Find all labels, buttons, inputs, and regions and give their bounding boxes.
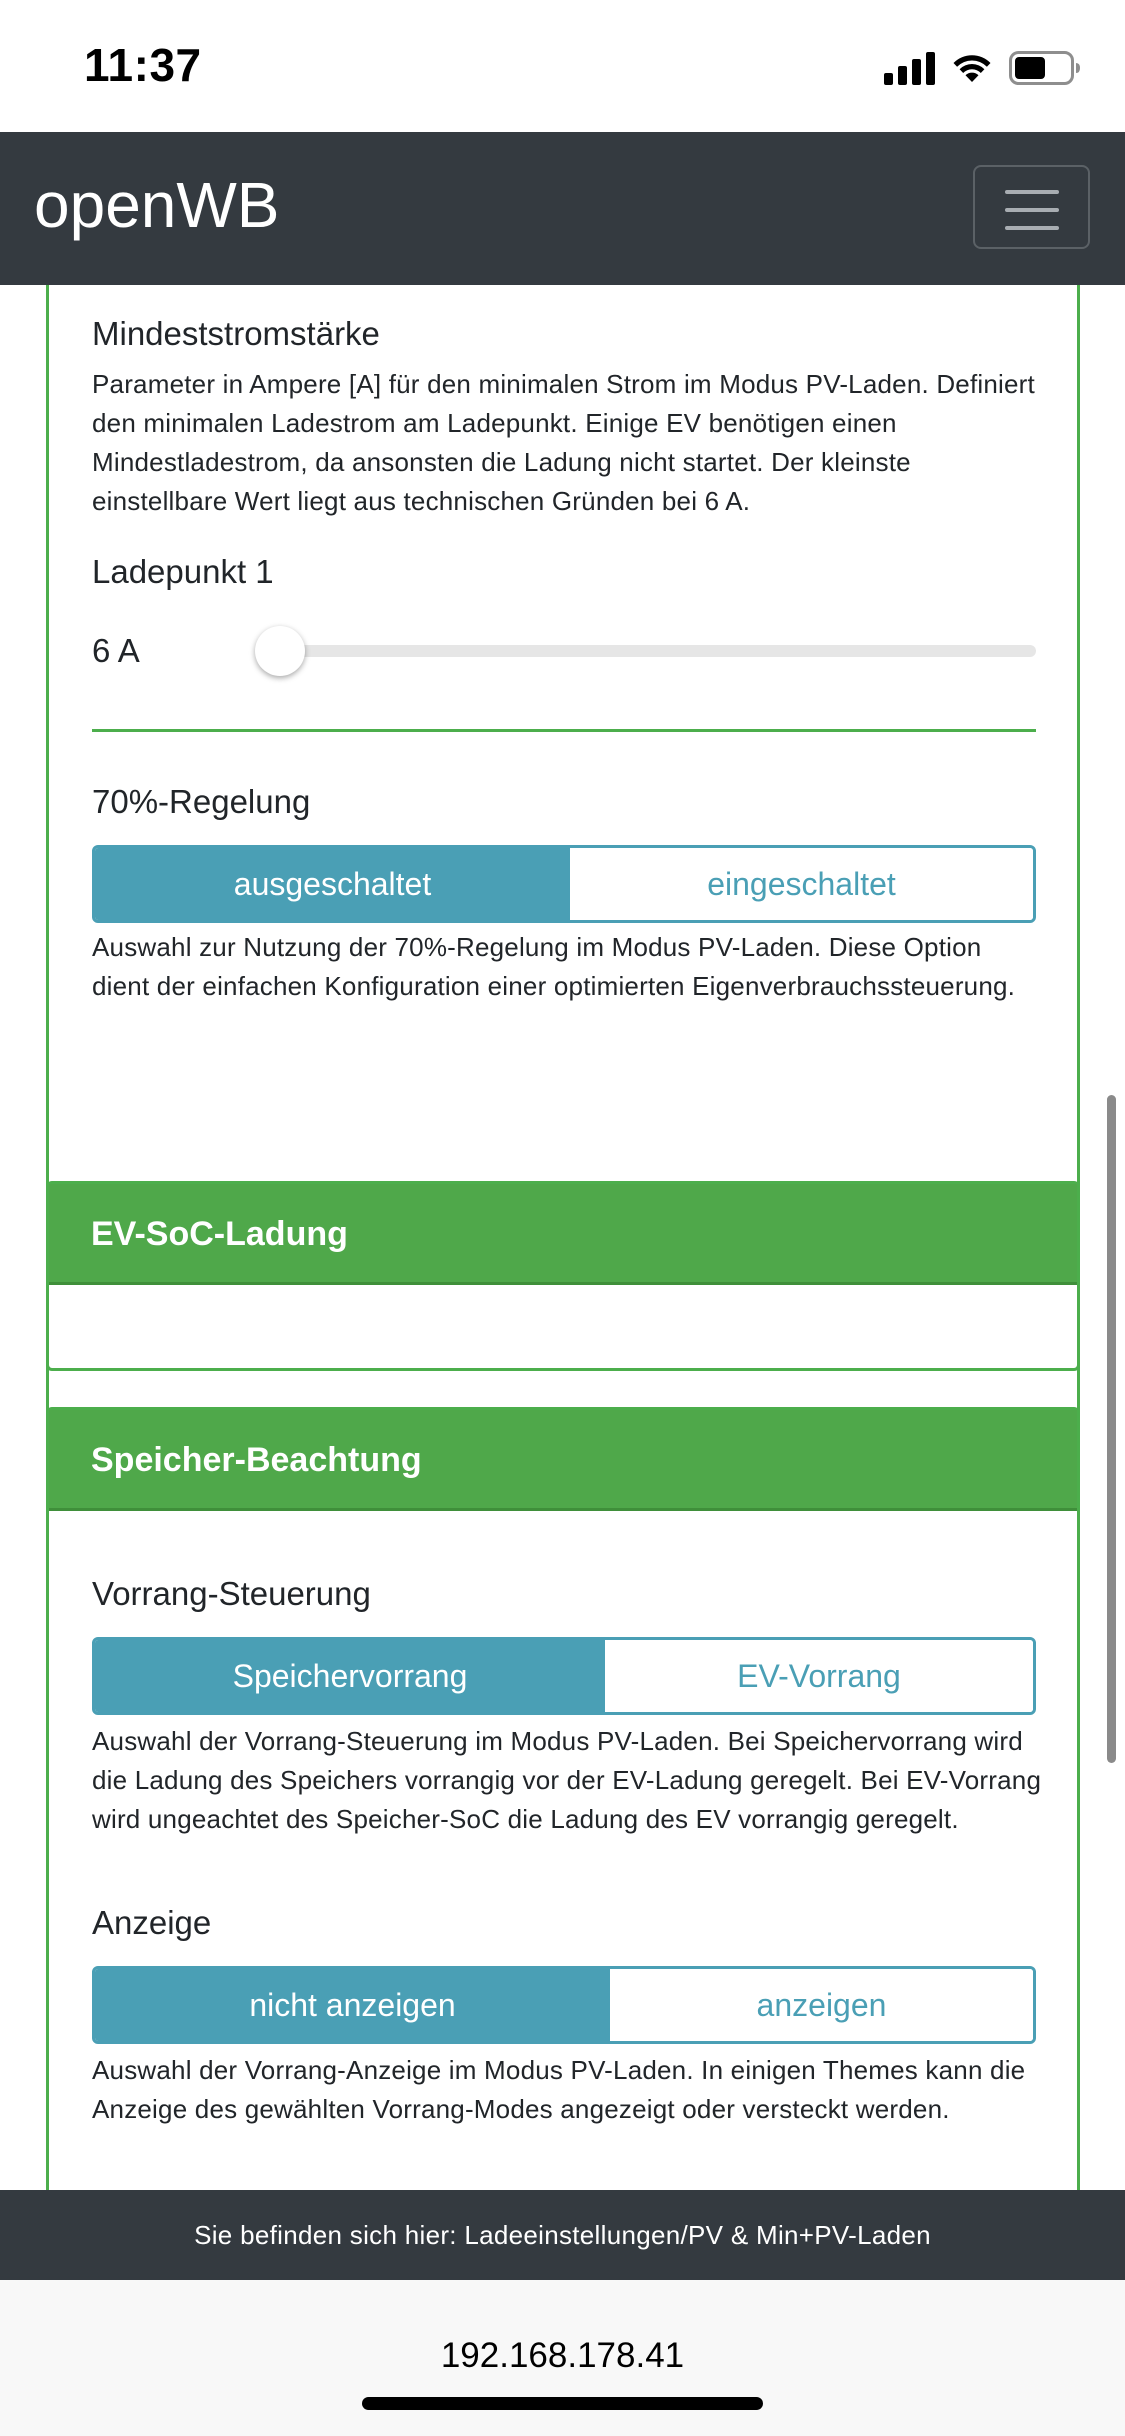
- divider: [92, 729, 1036, 732]
- storage-card: [46, 1407, 1080, 2190]
- status-time: 11:37: [84, 39, 202, 91]
- display-toggle: [92, 1966, 1036, 2044]
- page-scrollbar[interactable]: [1107, 1095, 1116, 1763]
- priority-description: Auswahl der Vorrang-Steuerung im Modus PV-Laden. Bei Speichervorrang wird die Ladung des Speichers vorrangig vor der EV-Ladung geregelt. Bei EV-Vorrang wird ungeachtet des Speicher-SoC die Ladung des EV vorrangig geregelt.: [92, 1726, 1042, 1834]
- option-ausgeschaltet[interactable]: ausgeschaltet: [95, 848, 570, 920]
- display-title: Anzeige: [92, 1904, 212, 1941]
- top-navbar: [0, 132, 1125, 285]
- battery-icon: [1009, 51, 1081, 85]
- priority-toggle: [92, 1637, 1036, 1715]
- ev-soc-card-header[interactable]: EV-SoC-Ladung: [49, 1184, 1077, 1285]
- signal-icon: [884, 51, 935, 85]
- status-icons: [884, 48, 1081, 88]
- brand-logo[interactable]: openWB: [34, 169, 280, 241]
- option-ev-vorrang[interactable]: EV-Vorrang: [605, 1640, 1033, 1712]
- regulation-70-description: Auswahl zur Nutzung der 70%-Regelung im Modus PV-Laden. Diese Option dient der einfachen Konfiguration einer optimierten Eigenverbrauchssteuerung.: [92, 932, 1016, 1001]
- menu-toggle-button[interactable]: [973, 165, 1090, 249]
- address-bar[interactable]: 192.168.178.41: [440, 2336, 685, 2375]
- settings-content[interactable]: [0, 285, 1125, 2190]
- priority-title: Vorrang-Steuerung: [92, 1575, 371, 1612]
- location-bar: Sie befinden sich hier: Ladeeinstellungen/PV & Min+PV-Laden: [0, 2190, 1125, 2280]
- display-description: Auswahl der Vorrang-Anzeige im Modus PV-Laden. In einigen Themes kann die Anzeige des gewählten Vorrang-Modes angezeigt oder versteckt werden.: [92, 2055, 1026, 2124]
- min-current-description: Parameter in Ampere [A] für den minimalen Strom im Modus PV-Laden. Definiert den minimalen Ladestrom am Ladepunkt. Einige EV benötigen einen Mindestladestrom, da ansonsten die Ladung nicht startet. Der kleinste einstellbare Wert liegt aus technischen Gründen bei 6 A.: [92, 369, 1035, 516]
- min-current-value: 6 A: [92, 632, 140, 669]
- regulation-70-title: 70%-Regelung: [92, 783, 311, 820]
- option-anzeigen[interactable]: anzeigen: [610, 1969, 1033, 2041]
- ev-soc-card: [46, 1181, 1080, 1371]
- chargepoint-label: Ladepunkt 1: [92, 553, 274, 590]
- wifi-icon: [951, 52, 993, 84]
- option-eingeschaltet[interactable]: eingeschaltet: [570, 848, 1033, 920]
- home-indicator[interactable]: [362, 2397, 763, 2410]
- regulation-70-toggle: [92, 845, 1036, 923]
- min-current-slider[interactable]: [264, 645, 1036, 657]
- option-nicht-anzeigen[interactable]: nicht anzeigen: [95, 1969, 610, 2041]
- hamburger-icon: [1005, 190, 1059, 244]
- min-current-title: Mindeststromstärke: [92, 315, 380, 352]
- status-bar: [0, 0, 1125, 132]
- browser-toolbar: [0, 2280, 1125, 2436]
- storage-card-header[interactable]: Speicher-Beachtung: [49, 1410, 1077, 1511]
- option-speichervorrang[interactable]: Speichervorrang: [95, 1640, 605, 1712]
- slider-thumb[interactable]: [255, 626, 305, 676]
